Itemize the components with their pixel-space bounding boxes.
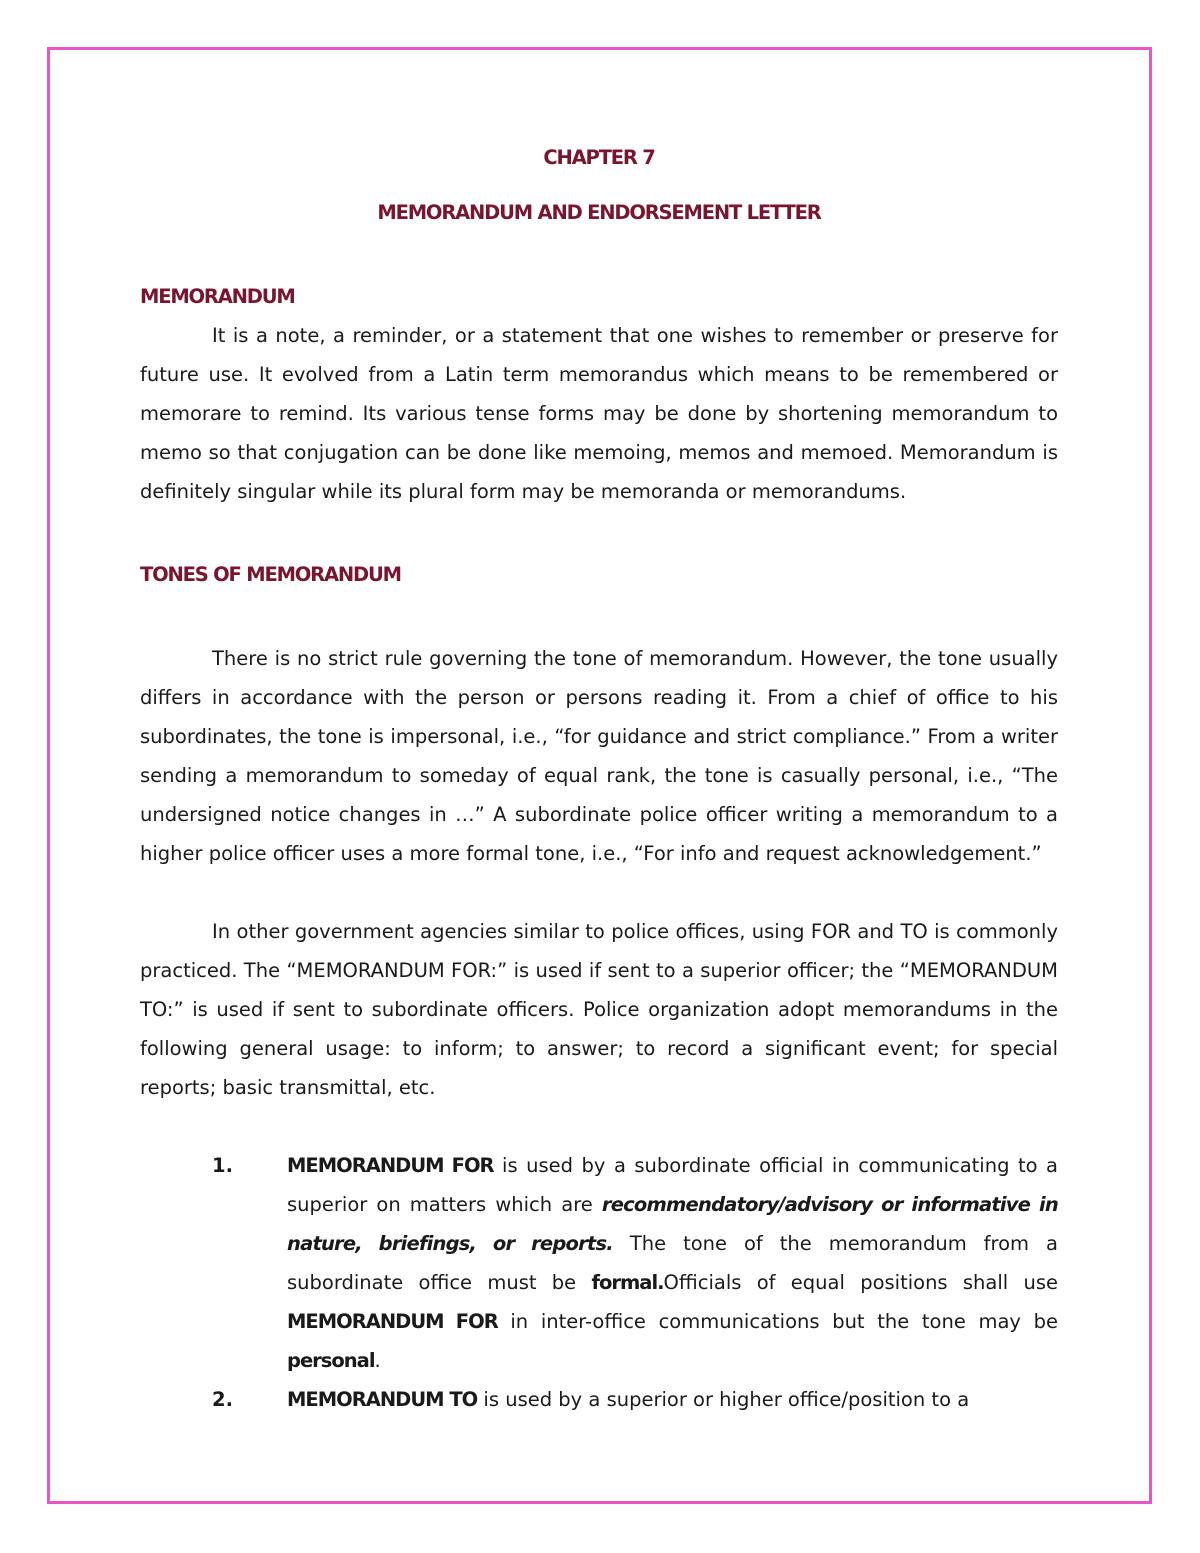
memorandum-types-list [140, 1146, 1058, 1419]
term-formal: formal. [591, 1271, 664, 1294]
section-heading-tones: TONES OF MEMORANDUM [140, 563, 401, 586]
list-text: is used by a superior or higher office/position to a [477, 1388, 970, 1411]
document-body [140, 138, 1058, 1419]
list-text: is used by a subordinate official in communicating to a superior on matters which are [287, 1154, 1058, 1216]
list-text: in inter-office communications but the tone may be [497, 1310, 1059, 1333]
tones-paragraph-1: There is no strict rule governing the tone of memorandum. However, the tone usually differs in accordance with the person or persons reading it. From a chief of office to his subordinates, the tone is impersonal, i.e., “for guidance and strict compliance.” From a writer sending a memorandum to someday of equal rank, the tone is casually personal, i.e., “The undersigned notice changes in …” A subordinate police officer writing a memorandum to a higher police officer uses a more formal tone, i.e., “For info and request acknowledgement.” [140, 647, 1058, 865]
emphasis-text: recommendatory/advisory or informative in nature, briefings, or reports. [287, 1193, 1058, 1255]
term-memorandum-to: MEMORANDUM TO [287, 1388, 478, 1411]
list-number: 1. [212, 1154, 233, 1177]
term-memorandum-for: MEMORANDUM FOR [287, 1154, 494, 1177]
section-heading-memorandum: MEMORANDUM [140, 285, 295, 308]
term-memorandum-for-2: MEMORANDUM FOR [287, 1310, 498, 1333]
chapter-title: MEMORANDUM AND ENDORSEMENT LETTER [377, 201, 821, 224]
list-text: . [374, 1349, 381, 1372]
list-number: 2. [212, 1388, 233, 1411]
memorandum-definition-paragraph: It is a note, a reminder, or a statement that one wishes to remember or preserve for future use. It evolved from a Latin term memorandus which means to be remembered or memorare to remind. Its various tense forms may be done by shortening memorandum to memo so that conjugation can be done like memoing, memos and memoed. Memorandum is definitely singular while its plural form may be memoranda or memorandums. [140, 324, 1058, 503]
list-text: Officials of equal positions shall use [663, 1271, 1058, 1294]
list-text: The tone of the memorandum from a subordinate office must be [287, 1232, 1058, 1294]
chapter-number: CHAPTER 7 [543, 146, 655, 169]
list-item-memorandum-for [140, 1146, 1058, 1380]
list-item-memorandum-to [140, 1380, 1058, 1419]
tones-paragraph-2: In other government agencies similar to police offices, using FOR and TO is commonly practiced. The “MEMORANDUM FOR:” is used if sent to a superior officer; the “MEMORANDUM TO:” is used if sent to subordinate officers. Police organization adopt memorandums in the following general usage: to inform; to answer; to record a significant event; for special reports; basic transmittal, etc. [140, 920, 1058, 1099]
term-personal: personal [287, 1349, 375, 1372]
